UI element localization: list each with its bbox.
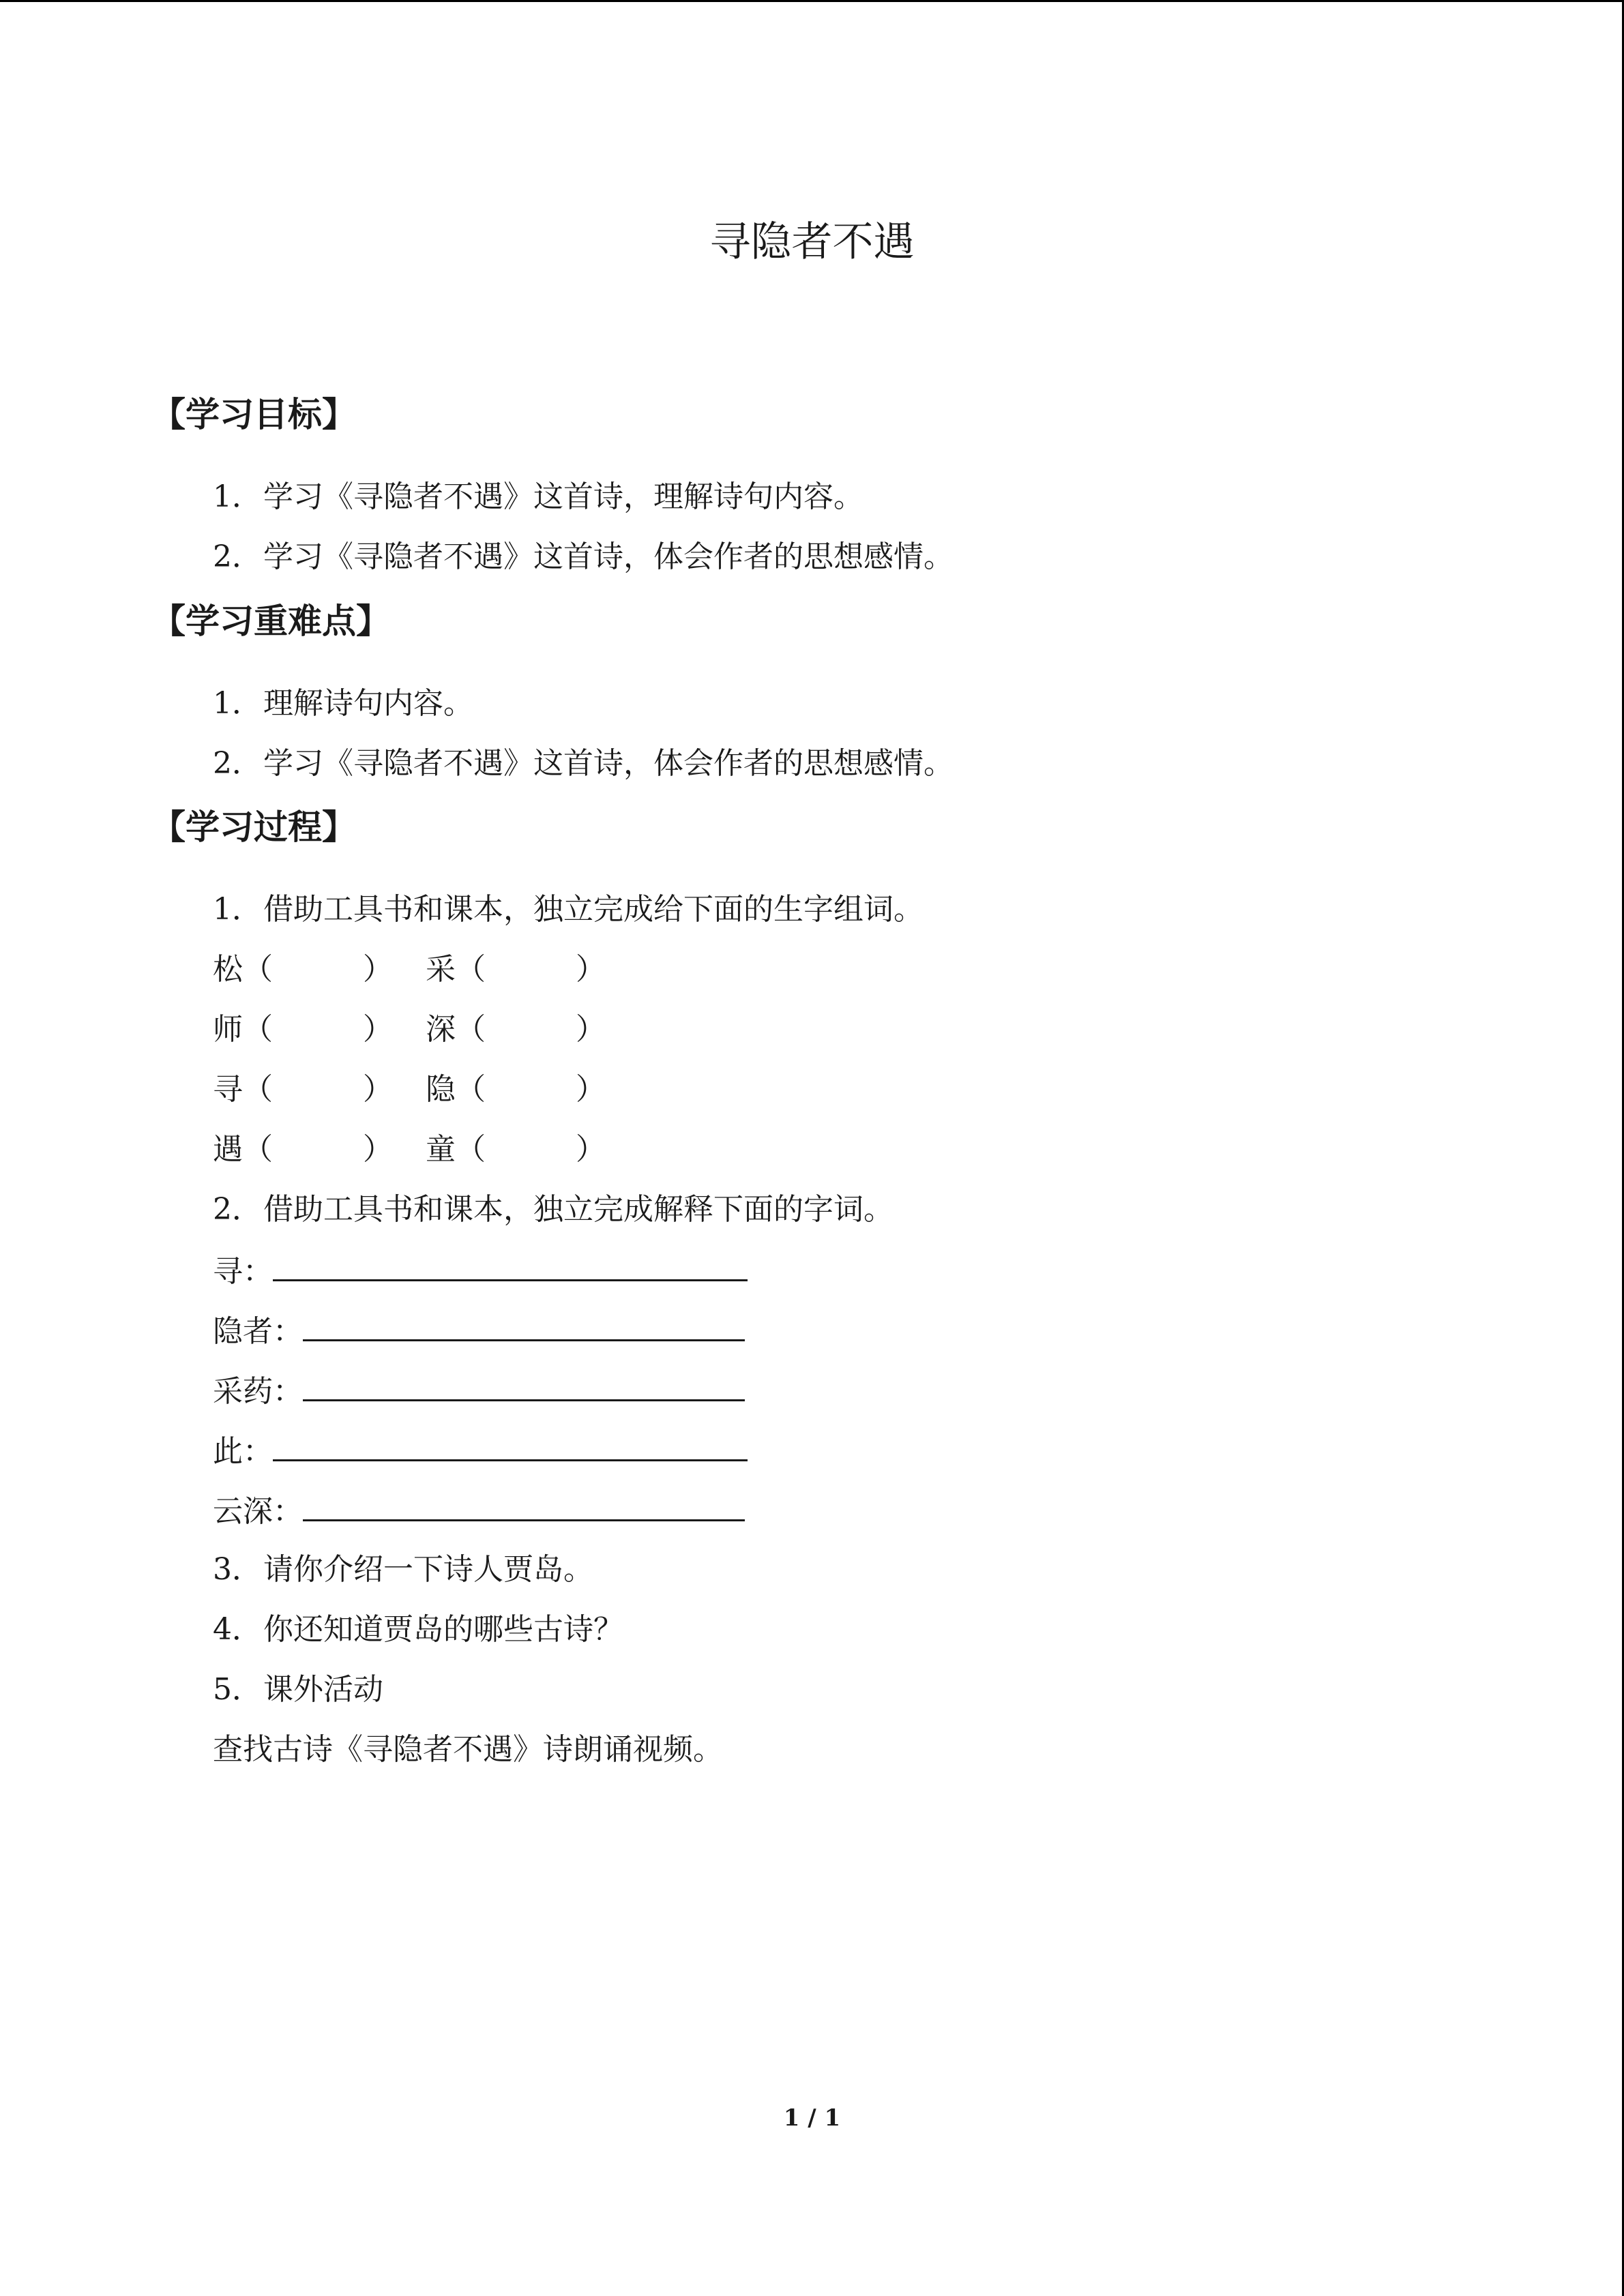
task-3 [213, 1549, 593, 1590]
character-blank-close: ） [363, 1072, 393, 1107]
answer-line[interactable] [273, 1429, 748, 1461]
answer-line[interactable] [303, 1489, 745, 1521]
goal-item [213, 477, 863, 518]
definition-term: 隐者： [213, 1314, 303, 1349]
task-number: 1． [213, 892, 262, 927]
task-2 [213, 1189, 894, 1230]
character-blank-open: 童（ [426, 1132, 486, 1167]
task-text: 借助工具书和课本，独立完成解释下面的字词。 [263, 1192, 894, 1227]
heading-key-points: 【学习重难点】 [151, 601, 390, 641]
answer-line[interactable] [273, 1249, 748, 1281]
key-point-text: 学习《寻隐者不遇》这首诗，体会作者的思想感情。 [263, 746, 954, 781]
definition-row [213, 1369, 745, 1412]
task-1 [213, 889, 924, 930]
character-blank-close: ） [363, 1132, 393, 1167]
document-title: 寻隐者不遇 [709, 218, 915, 266]
key-point-item [213, 683, 473, 724]
answer-line[interactable] [303, 1369, 745, 1401]
task-text: 课外活动 [263, 1672, 383, 1707]
goal-text: 学习《寻隐者不遇》这首诗，理解诗句内容。 [263, 479, 863, 514]
answer-line[interactable] [303, 1309, 745, 1341]
definition-row [213, 1249, 748, 1292]
task-number: 5． [213, 1672, 262, 1707]
character-blank-close: ） [576, 1012, 606, 1047]
character-blank-open: 松（ [213, 952, 273, 987]
definition-row [213, 1429, 748, 1472]
definition-row [213, 1309, 745, 1352]
key-point-text: 理解诗句内容。 [263, 686, 473, 721]
heading-learning-process: 【学习过程】 [151, 807, 356, 847]
character-blank-open: 遇（ [213, 1132, 273, 1167]
key-point-number: 2． [213, 746, 262, 781]
character-blank-open: 寻（ [213, 1072, 273, 1107]
task-number: 3． [213, 1552, 262, 1587]
goal-number: 2． [213, 539, 262, 574]
definition-term: 此： [213, 1434, 273, 1469]
activity-text: 查找古诗《寻隐者不遇》诗朗诵视频。 [213, 1732, 723, 1767]
task-4 [213, 1609, 623, 1650]
task-text: 借助工具书和课本，独立完成给下面的生字组词。 [263, 892, 924, 927]
character-blank-open: 隐（ [426, 1072, 486, 1107]
word-pair-row [213, 949, 606, 990]
task-number: 2． [213, 1192, 262, 1227]
goal-item [213, 537, 954, 578]
definition-row [213, 1489, 745, 1532]
word-pair-row [213, 1069, 606, 1110]
character-blank-open: 师（ [213, 1012, 273, 1047]
word-pair-row [213, 1009, 606, 1050]
goal-text: 学习《寻隐者不遇》这首诗，体会作者的思想感情。 [263, 539, 954, 574]
task-number: 4． [213, 1612, 262, 1647]
word-pair-row [213, 1129, 606, 1170]
task-text: 请你介绍一下诗人贾岛。 [263, 1552, 593, 1587]
goal-number: 1． [213, 479, 262, 514]
heading-learning-goals: 【学习目标】 [151, 395, 356, 434]
character-blank-open: 深（ [426, 1012, 486, 1047]
character-blank-close: ） [576, 1132, 606, 1167]
task-5 [213, 1669, 383, 1710]
key-point-item [213, 743, 954, 784]
character-blank-close: ） [576, 1072, 606, 1107]
character-blank-close: ） [576, 952, 606, 987]
definition-term: 寻： [213, 1254, 273, 1289]
character-blank-close: ） [363, 1012, 393, 1047]
character-blank-close: ） [363, 952, 393, 987]
key-point-number: 1． [213, 686, 262, 721]
character-blank-open: 采（ [426, 952, 486, 987]
definition-term: 云深： [213, 1494, 303, 1529]
page-number: 1 / 1 [783, 2104, 841, 2132]
task-text: 你还知道贾岛的哪些古诗？ [263, 1612, 623, 1647]
definition-term: 采药： [213, 1374, 303, 1409]
